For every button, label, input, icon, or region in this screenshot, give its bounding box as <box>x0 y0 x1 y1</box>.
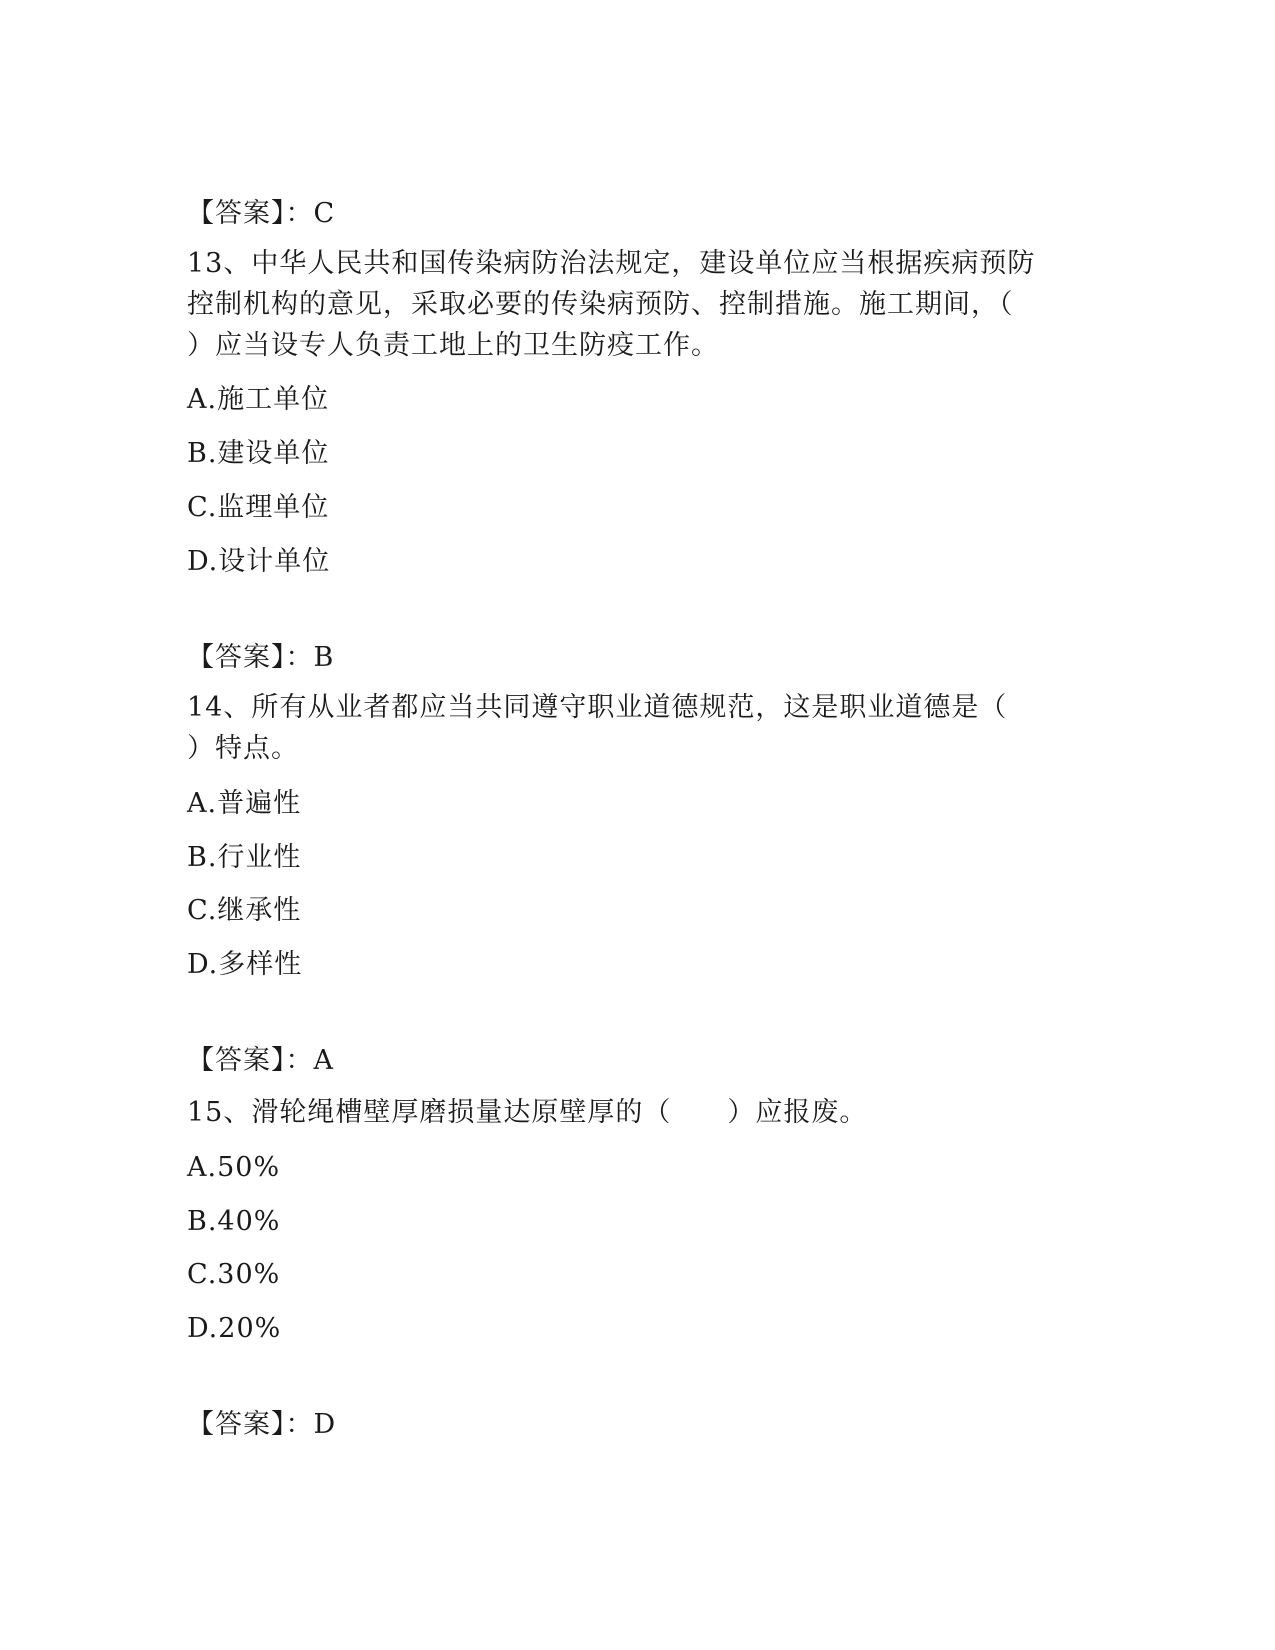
question-13-line-2: 控制机构的意见，采取必要的传染病预防、控制措施。施工期间，（ <box>187 289 1014 320</box>
question-14-line-1: 14、所有从业者都应当共同遵守职业道德规范，这是职业道德是（ <box>187 692 1008 723</box>
answer-label: 【答案】：C <box>187 198 336 229</box>
question-15-option-a: A.50% <box>187 1152 281 1183</box>
question-15-answer: 【答案】：D <box>187 1409 337 1440</box>
question-15-option-b: B.40% <box>187 1206 281 1237</box>
question-13-line-1: 13、中华人民共和国传染病防治法规定，建设单位应当根据疾病预防 <box>187 248 1036 279</box>
question-13-line-3: ）应当设专人负责工地上的卫生防疫工作。 <box>187 330 719 361</box>
question-13-option-c: C.监理单位 <box>187 492 330 523</box>
question-14-option-a: A.普遍性 <box>187 788 302 819</box>
question-15-option-d: D.20% <box>187 1313 282 1344</box>
question-15-option-c: C.30% <box>187 1259 281 1290</box>
question-13-answer: 【答案】：B <box>187 642 335 673</box>
question-13-option-b: B.建设单位 <box>187 438 330 469</box>
question-14-option-d: D.多样性 <box>187 949 303 980</box>
question-13-option-d: D.设计单位 <box>187 546 331 577</box>
question-13-option-a: A.施工单位 <box>187 384 330 415</box>
question-14-option-c: C.继承性 <box>187 895 302 926</box>
question-14-option-b: B.行业性 <box>187 842 302 873</box>
question-15-line-1: 15、滑轮绳槽壁厚磨损量达原壁厚的（ ）应报废。 <box>187 1097 868 1128</box>
question-14-answer: 【答案】：A <box>187 1045 334 1076</box>
question-14-line-2: ）特点。 <box>187 733 299 764</box>
